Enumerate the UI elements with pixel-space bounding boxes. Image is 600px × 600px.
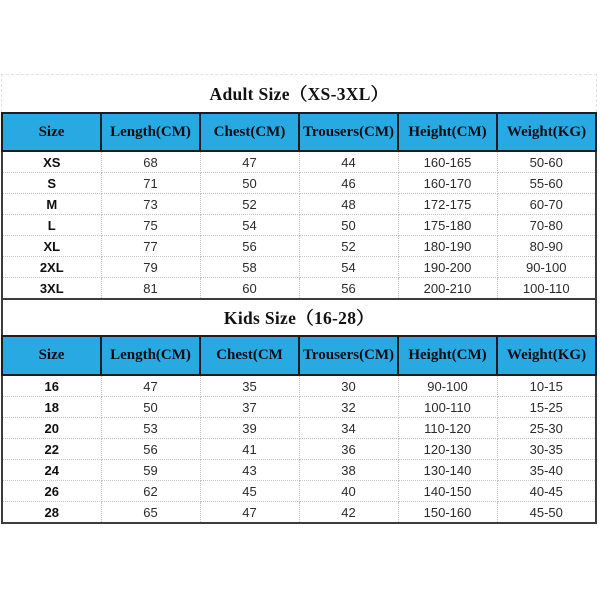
- value-cell: 40: [299, 481, 398, 502]
- size-cell: 16: [2, 375, 101, 397]
- value-cell: 44: [299, 151, 398, 173]
- value-cell: 25-30: [497, 418, 596, 439]
- value-cell: 50: [200, 173, 299, 194]
- size-cell: S: [2, 173, 101, 194]
- value-cell: 90-100: [398, 375, 497, 397]
- value-cell: 39: [200, 418, 299, 439]
- size-cell: XL: [2, 236, 101, 257]
- size-cell: XS: [2, 151, 101, 173]
- table-row: [2, 236, 596, 257]
- value-cell: 71: [101, 173, 200, 194]
- value-cell: 52: [299, 236, 398, 257]
- value-cell: 90-100: [497, 257, 596, 278]
- table-row: [2, 418, 596, 439]
- value-cell: 175-180: [398, 215, 497, 236]
- value-cell: 100-110: [497, 278, 596, 300]
- value-cell: 160-170: [398, 173, 497, 194]
- column-header: Length(CM): [101, 336, 200, 375]
- value-cell: 48: [299, 194, 398, 215]
- header-row: [2, 336, 596, 375]
- value-cell: 160-165: [398, 151, 497, 173]
- value-cell: 54: [200, 215, 299, 236]
- value-cell: 56: [200, 236, 299, 257]
- value-cell: 47: [200, 502, 299, 524]
- size-cell: 24: [2, 460, 101, 481]
- column-header: Trousers(CM): [299, 113, 398, 151]
- size-cell: 22: [2, 439, 101, 460]
- value-cell: 55-60: [497, 173, 596, 194]
- column-header: Length(CM): [101, 113, 200, 151]
- value-cell: 32: [299, 397, 398, 418]
- value-cell: 77: [101, 236, 200, 257]
- column-header: Chest(CM): [200, 113, 299, 151]
- value-cell: 58: [200, 257, 299, 278]
- table-row: [2, 173, 596, 194]
- value-cell: 50: [299, 215, 398, 236]
- value-cell: 73: [101, 194, 200, 215]
- value-cell: 41: [200, 439, 299, 460]
- header-row: [2, 113, 596, 151]
- value-cell: 42: [299, 502, 398, 524]
- value-cell: 40-45: [497, 481, 596, 502]
- value-cell: 79: [101, 257, 200, 278]
- value-cell: 34: [299, 418, 398, 439]
- column-header: Weight(KG): [497, 336, 596, 375]
- value-cell: 35: [200, 375, 299, 397]
- value-cell: 150-160: [398, 502, 497, 524]
- value-cell: 47: [200, 151, 299, 173]
- column-header: Size: [2, 336, 101, 375]
- column-header: Size: [2, 113, 101, 151]
- value-cell: 62: [101, 481, 200, 502]
- value-cell: 30: [299, 375, 398, 397]
- value-cell: 35-40: [497, 460, 596, 481]
- table-row: [2, 278, 596, 300]
- column-header: Height(CM): [398, 113, 497, 151]
- value-cell: 54: [299, 257, 398, 278]
- value-cell: 68: [101, 151, 200, 173]
- value-cell: 36: [299, 439, 398, 460]
- value-cell: 15-25: [497, 397, 596, 418]
- value-cell: 10-15: [497, 375, 596, 397]
- value-cell: 60-70: [497, 194, 596, 215]
- size-cell: 3XL: [2, 278, 101, 300]
- value-cell: 81: [101, 278, 200, 300]
- value-cell: 52: [200, 194, 299, 215]
- value-cell: 70-80: [497, 215, 596, 236]
- value-cell: 75: [101, 215, 200, 236]
- value-cell: 56: [299, 278, 398, 300]
- size-cell: 26: [2, 481, 101, 502]
- value-cell: 43: [200, 460, 299, 481]
- table-row: [2, 194, 596, 215]
- value-cell: 100-110: [398, 397, 497, 418]
- value-cell: 45-50: [497, 502, 596, 524]
- kids-size-table: [1, 335, 597, 524]
- value-cell: 30-35: [497, 439, 596, 460]
- table-row: [2, 257, 596, 278]
- value-cell: 80-90: [497, 236, 596, 257]
- size-cell: M: [2, 194, 101, 215]
- table-row: [2, 439, 596, 460]
- value-cell: 60: [200, 278, 299, 300]
- value-cell: 65: [101, 502, 200, 524]
- value-cell: 180-190: [398, 236, 497, 257]
- adult-size-table: [1, 112, 597, 300]
- value-cell: 47: [101, 375, 200, 397]
- value-cell: 45: [200, 481, 299, 502]
- value-cell: 38: [299, 460, 398, 481]
- value-cell: 190-200: [398, 257, 497, 278]
- value-cell: 50: [101, 397, 200, 418]
- column-header: Chest(CM: [200, 336, 299, 375]
- value-cell: 140-150: [398, 481, 497, 502]
- size-cell: L: [2, 215, 101, 236]
- value-cell: 200-210: [398, 278, 497, 300]
- table-row: [2, 397, 596, 418]
- column-header: Height(CM): [398, 336, 497, 375]
- value-cell: 130-140: [398, 460, 497, 481]
- table-row: [2, 375, 596, 397]
- value-cell: 120-130: [398, 439, 497, 460]
- table-row: [2, 481, 596, 502]
- column-header: Trousers(CM): [299, 336, 398, 375]
- size-cell: 18: [2, 397, 101, 418]
- adult-size-title: Adult Size（XS-3XL）: [1, 74, 597, 112]
- kids-size-title: Kids Size（16-28）: [1, 300, 597, 335]
- value-cell: 110-120: [398, 418, 497, 439]
- size-cell: 28: [2, 502, 101, 524]
- table-row: [2, 502, 596, 524]
- value-cell: 53: [101, 418, 200, 439]
- size-cell: 2XL: [2, 257, 101, 278]
- value-cell: 172-175: [398, 194, 497, 215]
- size-chart: [1, 74, 597, 524]
- size-cell: 20: [2, 418, 101, 439]
- table-row: [2, 215, 596, 236]
- value-cell: 56: [101, 439, 200, 460]
- value-cell: 59: [101, 460, 200, 481]
- value-cell: 50-60: [497, 151, 596, 173]
- table-row: [2, 460, 596, 481]
- column-header: Weight(KG): [497, 113, 596, 151]
- table-row: [2, 151, 596, 173]
- value-cell: 46: [299, 173, 398, 194]
- value-cell: 37: [200, 397, 299, 418]
